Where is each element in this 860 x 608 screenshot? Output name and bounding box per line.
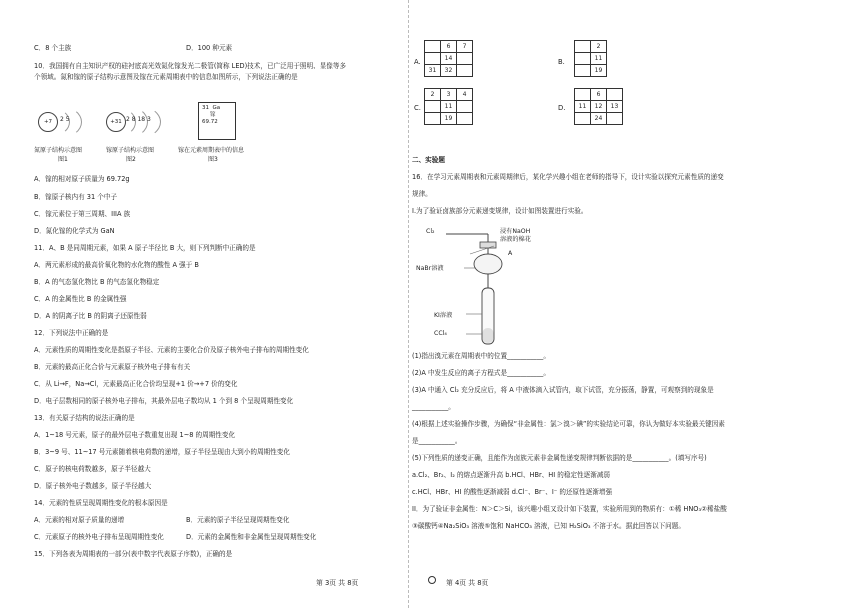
q11-option-a: A．两元素形成的最高价氧化物的水化物的酸性 A 强于 B xyxy=(34,261,199,269)
figure-number-2: 图2 xyxy=(126,156,136,163)
q16-sub-5-cd: c.HCl、HBr、HI 的酸性逐渐减弱 d.Cl⁻、Br⁻、I⁻ 的还原性逐渐增强 xyxy=(412,488,613,496)
grid-cell: 4 xyxy=(457,89,473,101)
q16-sub-4b: 是___________。 xyxy=(412,437,462,445)
q13-stem: 13．有关原子结构的说法正确的是 xyxy=(34,414,135,422)
label-ki: KI溶液 xyxy=(434,312,453,319)
grid-cell: 12 xyxy=(591,101,607,113)
q11-option-c: C．A 的金属性比 B 的金属性强 xyxy=(34,295,127,303)
grid-cell xyxy=(575,65,591,77)
q15-option-c-grid xyxy=(424,88,473,125)
grid-cell xyxy=(425,113,441,125)
grid-cell xyxy=(575,41,591,53)
section-heading: 二、实验题 xyxy=(412,156,445,164)
q15-stem: 15．下列各表为周期表的一部分(表中数字代表原子序数)，正确的是 xyxy=(34,550,233,558)
q11-option-b: B．A 的气态氢化物比 B 的气态氢化物稳定 xyxy=(34,278,160,286)
grid-cell xyxy=(425,41,441,53)
nitrogen-nucleus: +7 xyxy=(38,112,58,132)
q16-sub-1: (1)指出溴元素在周期表中的位置___________。 xyxy=(412,352,550,360)
grid-cell xyxy=(457,101,473,113)
element-number: 31 xyxy=(202,105,209,111)
grid-cell: 11 xyxy=(591,53,607,65)
grid-cell: 32 xyxy=(441,65,457,77)
q16-sub-4a: (4)根据上述实验操作步骤，为确保“非金属性：氯＞溴＞碘”的实验结论可靠，你认为做好本实验最关键因素 xyxy=(412,420,725,428)
grid-cell xyxy=(607,89,623,101)
nitrogen-shells: 2 5 xyxy=(60,116,70,123)
grid-cell: 2 xyxy=(425,89,441,101)
q10-option-a: A．镓的相对原子质量为 69.72g xyxy=(34,175,130,183)
page-footer-right: 第 4页 共 8页 xyxy=(446,579,489,587)
q9-option-c: C．8 个主族 xyxy=(34,44,72,52)
q14-option-a: A．元素的相对原子质量的递增 xyxy=(34,516,125,524)
gallium-shells: 2 8 18 3 xyxy=(126,116,151,123)
label-cl2: Cl₂ xyxy=(426,228,435,235)
q10-stem-1: 10．我国拥有自主知识产权的硅衬底高光效氮化镓发光二极管(简称 LED)技术，已广泛用于照明、显像等多 xyxy=(34,62,347,70)
grid-cell: 19 xyxy=(591,65,607,77)
grid-cell xyxy=(575,89,591,101)
q14-option-b: B．元素的原子半径呈现周期性变化 xyxy=(186,516,290,524)
grid-cell: 13 xyxy=(607,101,623,113)
q15-option-a-grid xyxy=(424,40,473,77)
q10-option-d: D．氮化镓的化学式为 GaN xyxy=(34,227,115,235)
nitrogen-atom-diagram xyxy=(36,110,86,134)
q15-option-a-label: A. xyxy=(414,58,421,66)
q16-sub-5: (5)下列性质的递变正确，且能作为卤族元素非金属性递变规律判断依据的是___________。(填写序号) xyxy=(412,454,707,462)
grid-cell xyxy=(425,101,441,113)
grid-cell xyxy=(607,113,623,125)
q9-option-d: D．100 种元素 xyxy=(186,44,233,52)
q12-option-c: C．从 Li→F，Na→Cl，元素最高正化合价均呈现+1 价→+7 价的变化 xyxy=(34,380,238,388)
figure-number-1: 图1 xyxy=(58,156,68,163)
element-name: 镓 xyxy=(210,112,216,118)
label-flask-a: A xyxy=(508,250,513,257)
q12-option-b: B．元素的最高正化合价与元素原子核外电子排布有关 xyxy=(34,363,191,371)
q16-sub-3a: (3)A 中通入 Cl₂ 充分反应后，将 A 中液体滴入试管内，取下试管，充分振荡，静置，可观察到的现象是 xyxy=(412,386,714,394)
figure-caption-2: 镓原子结构示意图 xyxy=(106,147,155,154)
q12-option-a: A．元素性质的周期性变化是指原子半径、元素的主要化合价及原子核外电子排布的周期性变化 xyxy=(34,346,309,354)
q11-stem: 11．A、B 是同周期元素，如果 A 原子半径比 B 大，则下列判断中正确的是 xyxy=(34,244,256,252)
grid-cell: 14 xyxy=(441,53,457,65)
figure-caption-1: 氮原子结构示意图 xyxy=(34,147,83,154)
q13-option-d: D．原子核外电子数越多，原子半径越大 xyxy=(34,482,152,490)
gallium-nucleus: +31 xyxy=(106,112,126,132)
grid-cell: 2 xyxy=(591,41,607,53)
q15-option-d-grid xyxy=(574,88,623,125)
q10-stem-2: 个领域。氮和镓的原子结构示意图及镓在元素周期表中的信息如图所示，下列说法正确的是 xyxy=(34,73,298,81)
figure-number-3: 图3 xyxy=(208,156,218,163)
q16-sub-3b: ___________。 xyxy=(412,403,455,411)
grid-cell xyxy=(457,113,473,125)
element-symbol: Ga xyxy=(212,105,221,111)
q16-stem-1: 16．在学习元素周期表和元素周期律后，某化学兴趣小组在老师的指导下，设计实验以探究元素性质的递变 xyxy=(412,173,724,181)
q16-part2-b: ③碳酸钙④Na₂SiO₃ 溶液⑤饱和 NaHCO₃ 溶液，已知 H₂SiO₃ 不溶于水。据此回答以下问题。 xyxy=(412,522,685,530)
grid-cell xyxy=(425,53,441,65)
q13-option-b: B．3~9 号、11~17 号元素随着核电荷数的递增，原子半径呈现由大到小的周期性变化 xyxy=(34,448,290,456)
label-naoh-cotton-2: 溶液的棉花 xyxy=(500,236,531,243)
grid-cell xyxy=(457,53,473,65)
grid-cell xyxy=(575,53,591,65)
grid-cell xyxy=(575,113,591,125)
grid-cell: 11 xyxy=(575,101,591,113)
grid-cell: 19 xyxy=(441,113,457,125)
page-center-mark xyxy=(428,576,436,584)
page-divider xyxy=(408,0,409,608)
grid-cell: 6 xyxy=(441,41,457,53)
q16-part2-a: II．为了验证非金属性：N＞C＞Si，该兴趣小组又设计如下装置，实验所用到的物质有：①稀 HNO₃②稀盐酸 xyxy=(412,505,727,513)
gallium-element-box xyxy=(198,102,236,140)
q15-option-d-label: D. xyxy=(558,104,566,112)
q14-option-c: C．元素原子的核外电子排布呈现周期性变化 xyxy=(34,533,164,541)
grid-cell: 24 xyxy=(591,113,607,125)
q16-part1: I.为了验证卤族部分元素递变规律，设计如图装置进行实验。 xyxy=(412,207,588,215)
gallium-atom-diagram xyxy=(104,110,174,134)
label-nabr: NaBr溶液 xyxy=(416,265,444,272)
q14-stem: 14．元素的性质呈现周期性变化的根本原因是 xyxy=(34,499,168,507)
q16-sub-5-ab: a.Cl₂、Br₂、I₂ 的熔点逐渐升高 b.HCl、HBr、HI 的稳定性逐渐减弱 xyxy=(412,471,611,479)
q15-option-c-label: C. xyxy=(414,104,421,112)
element-mass: 69.72 xyxy=(202,119,218,125)
q13-option-a: A．1~18 号元素，原子的最外层电子数重复出现 1~8 的周期性变化 xyxy=(34,431,236,439)
q11-option-d: D．A 的阴离子比 B 的阴离子还原性弱 xyxy=(34,312,147,320)
figure-caption-3: 镓在元素周期表中的信息 xyxy=(178,147,245,154)
label-ccl4: CCl₄ xyxy=(434,330,447,337)
q12-stem: 12．下列说法中正确的是 xyxy=(34,329,109,337)
q15-option-b-grid xyxy=(574,40,607,77)
grid-cell: 3 xyxy=(441,89,457,101)
q15-option-b-label: B. xyxy=(558,58,565,66)
grid-cell: 6 xyxy=(591,89,607,101)
page-footer-left: 第 3页 共 8页 xyxy=(316,579,359,587)
grid-cell: 31 xyxy=(425,65,441,77)
grid-cell xyxy=(457,65,473,77)
q13-option-c: C．原子的核电荷数越多，原子半径越大 xyxy=(34,465,151,473)
grid-cell: 11 xyxy=(441,101,457,113)
q16-sub-2: (2)A 中发生反应的离子方程式是___________。 xyxy=(412,369,550,377)
grid-cell: 7 xyxy=(457,41,473,53)
q10-option-b: B．镓原子核内有 31 个中子 xyxy=(34,193,118,201)
q12-option-d: D．电子层数相同的原子核外电子排布，其最外层电子数均从 1 个到 8 个呈现周期性变化 xyxy=(34,397,294,405)
q14-option-d: D．元素的金属性和非金属性呈现周期性变化 xyxy=(186,533,317,541)
label-naoh-cotton-1: 浸有NaOH xyxy=(500,228,531,235)
q10-option-c: C．镓元素位于第三周期、IIIA 族 xyxy=(34,210,131,218)
q16-stem-2: 规律。 xyxy=(412,190,432,198)
